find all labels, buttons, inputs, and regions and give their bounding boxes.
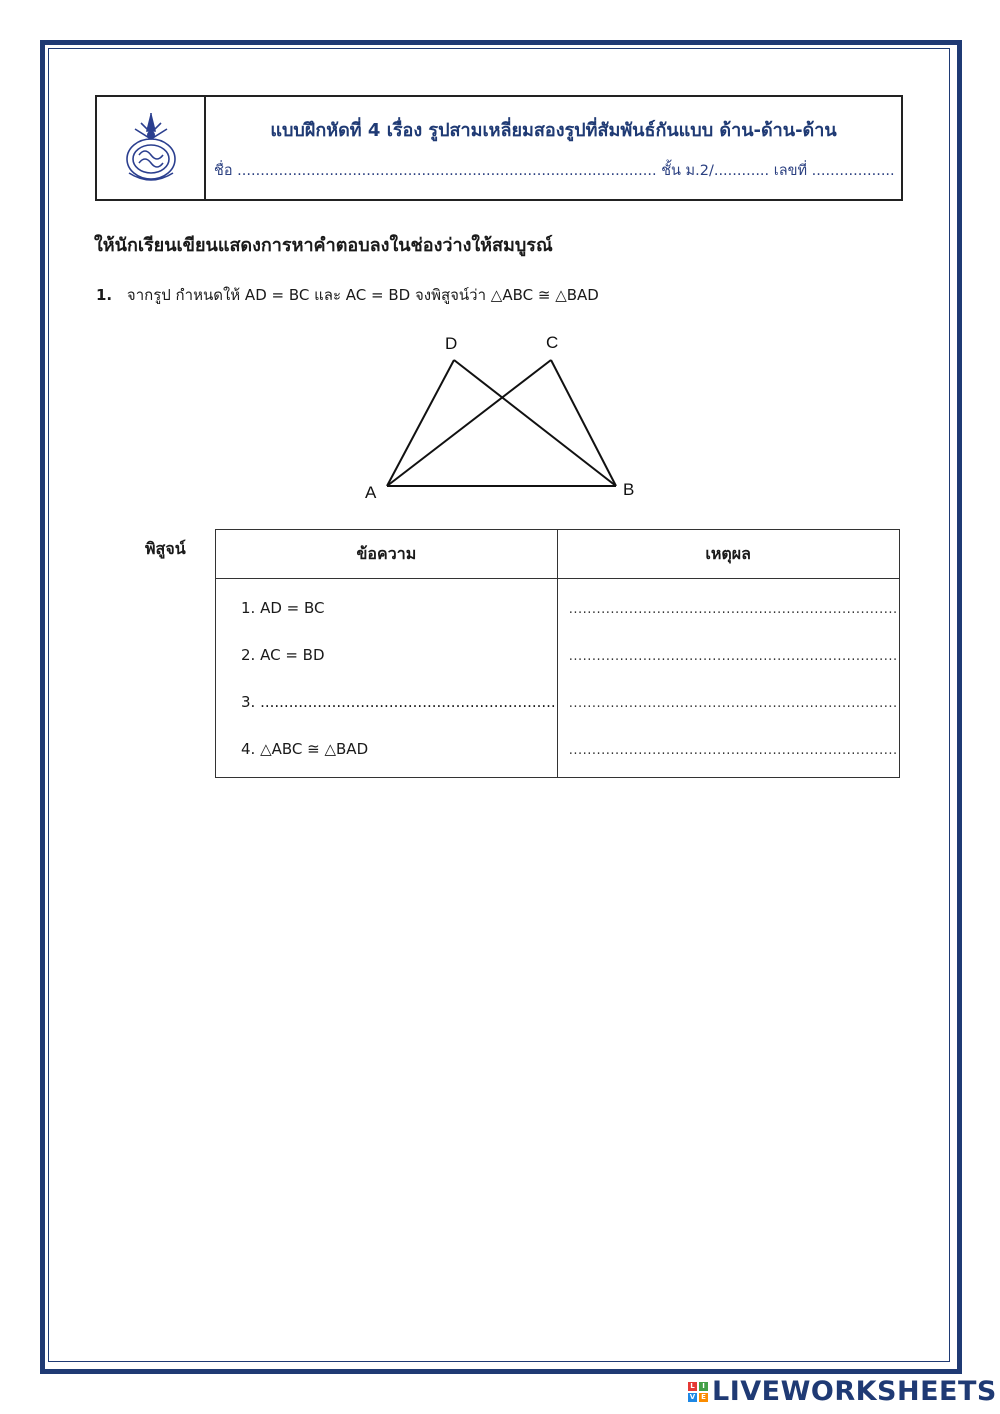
table-row bbox=[216, 678, 900, 725]
question-number: 1. bbox=[96, 286, 113, 304]
school-logo-cell bbox=[97, 97, 206, 199]
segment-db bbox=[454, 360, 616, 486]
segment-ac bbox=[387, 360, 551, 486]
table-row bbox=[216, 725, 900, 778]
student-info-line[interactable]: ชื่อ ........................................................................................... ชั้น ม.2/............ เลขที่ .................. bbox=[214, 163, 895, 179]
vertex-label-c: C bbox=[546, 333, 559, 352]
question-text: จากรูป กำหนดให้ AD = BC และ AC = BD จงพิสูจน์ว่า △ABC ≅ △BAD bbox=[126, 286, 599, 304]
triangle-figure bbox=[355, 325, 655, 510]
header-box bbox=[95, 95, 903, 201]
statement-input[interactable]: 3. .............................................................. bbox=[241, 692, 556, 711]
segment-ad bbox=[387, 360, 454, 486]
header-title-cell bbox=[206, 97, 901, 199]
statement-cell: 1. AD = BC bbox=[241, 598, 325, 617]
table-row bbox=[216, 631, 900, 678]
reason-header: เหตุผล bbox=[557, 530, 899, 579]
reason-input[interactable]: ....................................................................... bbox=[568, 648, 898, 664]
statement-header: ข้อความ bbox=[216, 530, 558, 579]
vertex-label-d: D bbox=[445, 334, 458, 353]
reason-input[interactable]: ....................................................................... bbox=[568, 742, 898, 758]
vertex-label-b: B bbox=[623, 480, 635, 499]
reason-input[interactable]: ....................................................................... bbox=[568, 695, 898, 711]
liveworksheets-logo[interactable] bbox=[688, 1376, 997, 1407]
statement-cell: 4. △ABC ≅ △BAD bbox=[241, 739, 369, 758]
statement-cell: 2. AC = BD bbox=[241, 645, 325, 664]
liveworksheets-icon: L I V E bbox=[688, 1382, 708, 1402]
table-row bbox=[216, 579, 900, 632]
liveworksheets-brand-text: LIVEWORKSHEETS bbox=[712, 1376, 997, 1407]
question-1 bbox=[96, 283, 599, 307]
segment-cb bbox=[551, 360, 616, 486]
vertex-label-a: A bbox=[365, 483, 377, 502]
instruction-text: ให้นักเรียนเขียนแสดงการหาคำตอบลงในช่องว่างให้สมบูรณ์ bbox=[94, 235, 553, 256]
proof-label: พิสูจน์ bbox=[145, 539, 186, 558]
worksheet-title: แบบฝึกหัดที่ 4 เรื่อง รูปสามเหลี่ยมสองรูปที่สัมพันธ์กันแบบ ด้าน-ด้าน-ด้าน bbox=[270, 120, 837, 141]
proof-table bbox=[215, 529, 900, 778]
reason-input[interactable]: ....................................................................... bbox=[568, 601, 898, 617]
school-emblem-icon bbox=[121, 111, 181, 186]
